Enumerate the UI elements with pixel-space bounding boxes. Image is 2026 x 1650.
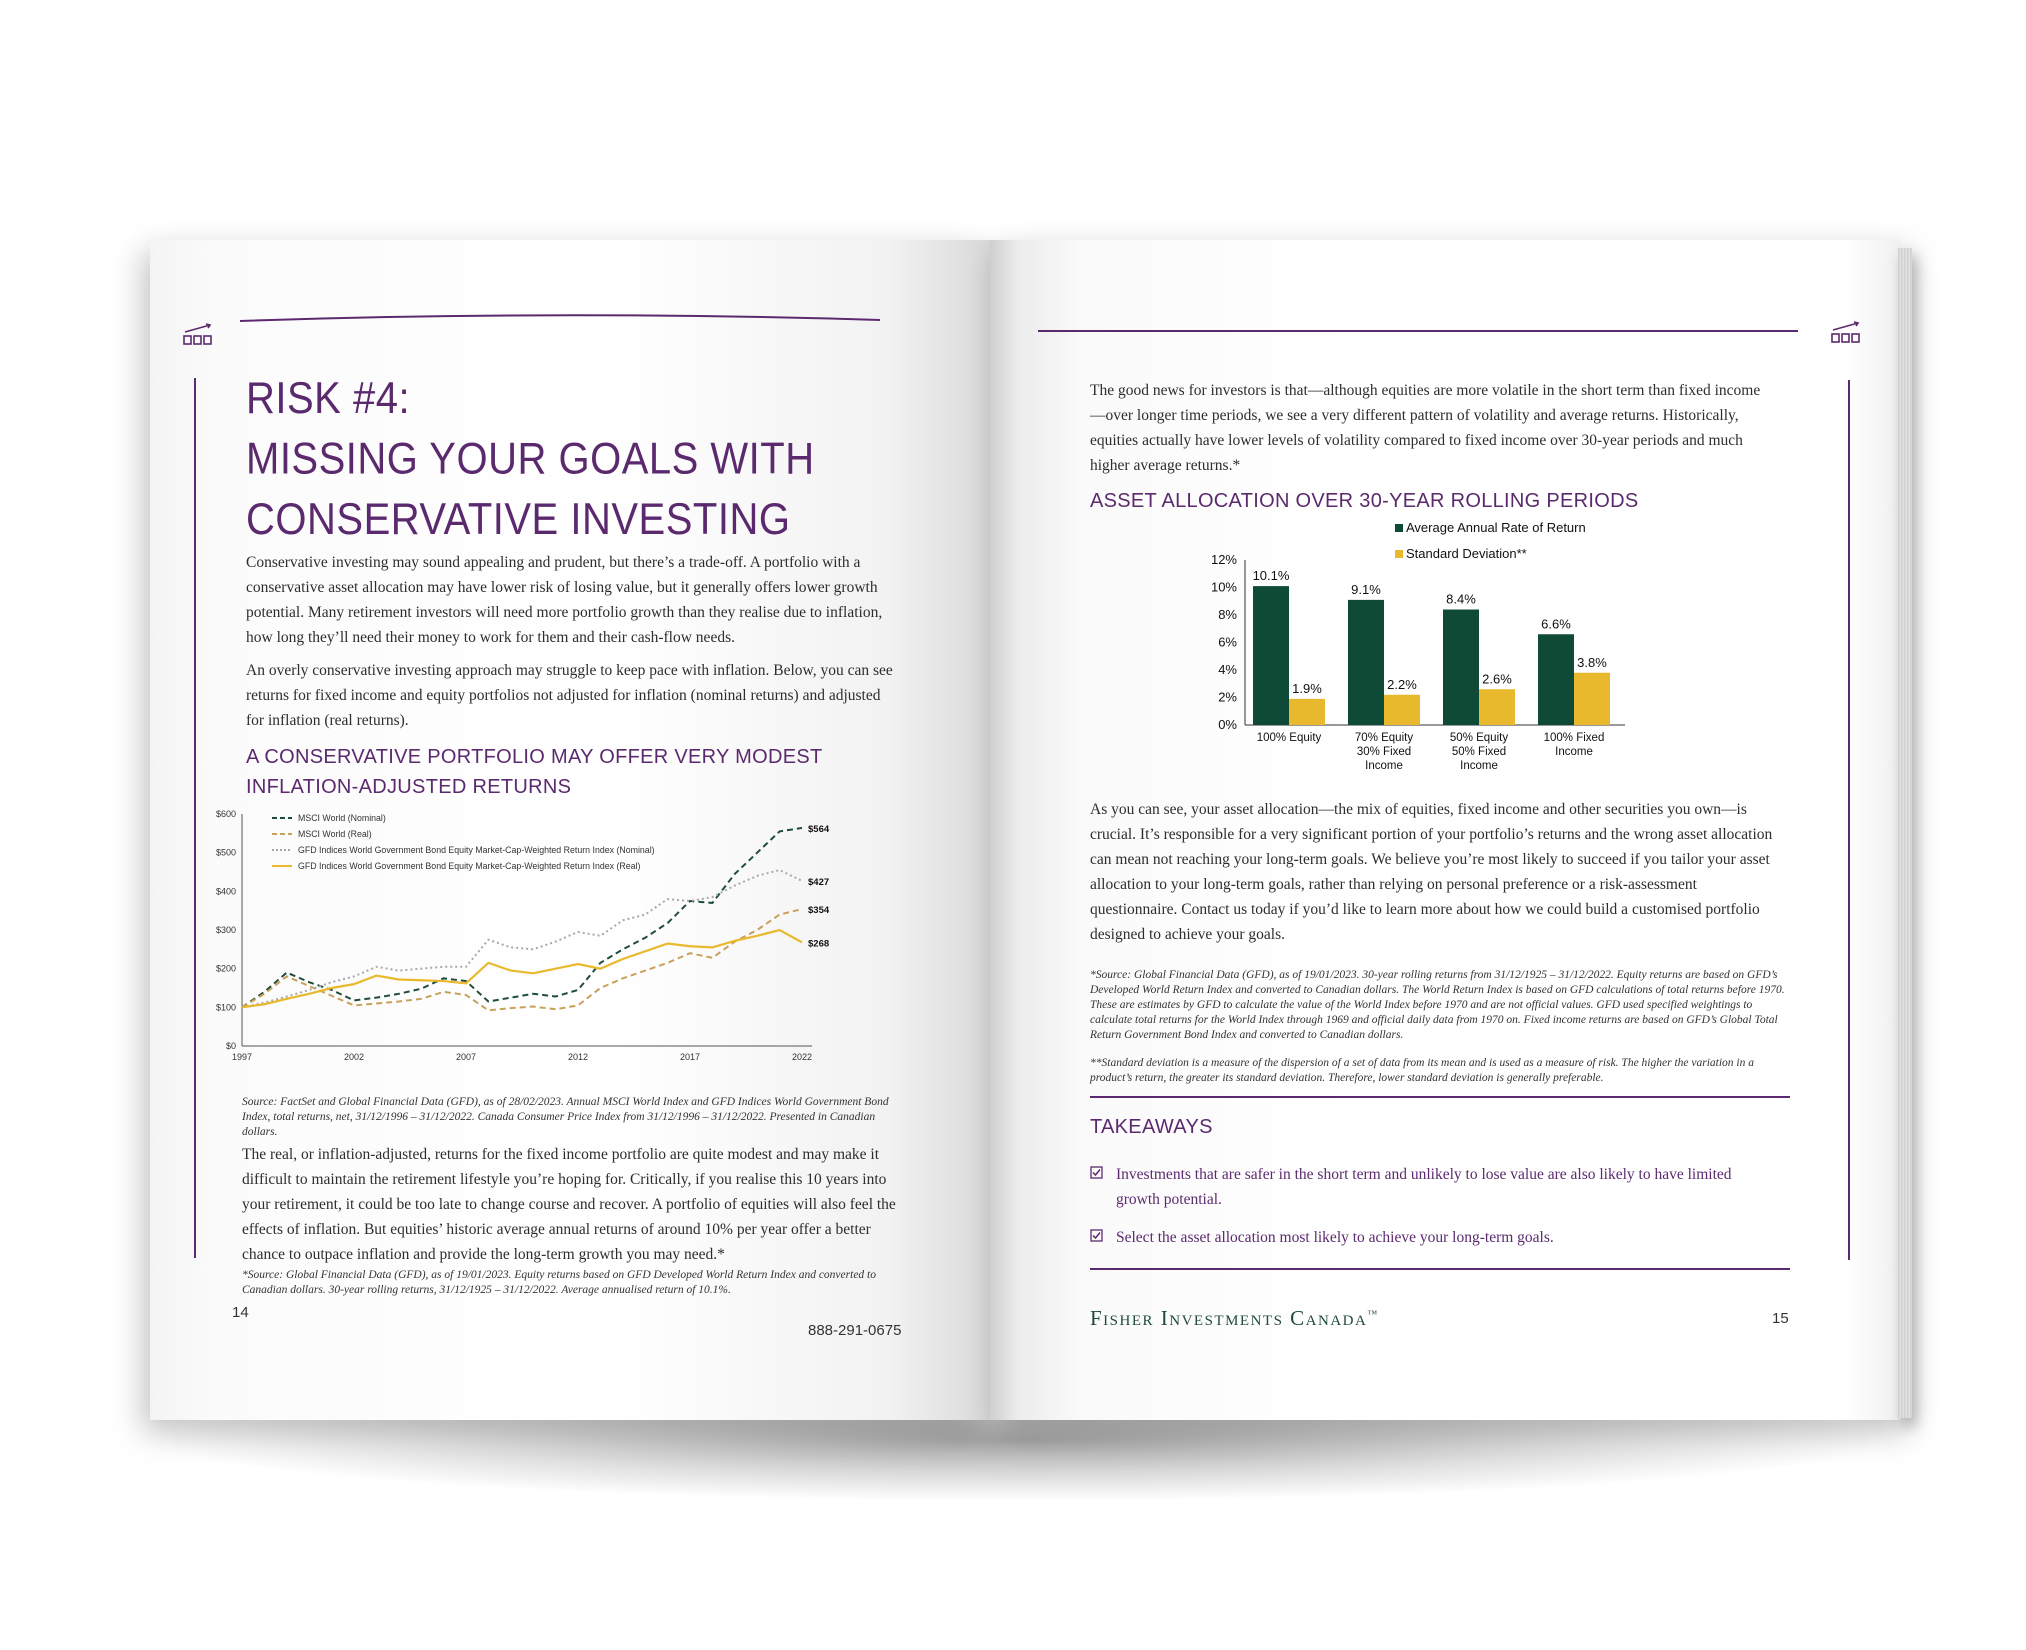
- y-tick-label: 4%: [1218, 662, 1237, 677]
- right-page: [990, 240, 1900, 1420]
- x-tick-label: 1997: [231, 1052, 253, 1062]
- series-line-2: [242, 909, 802, 1010]
- end-value-label: $427: [808, 876, 830, 888]
- brand-logo: [1090, 1306, 1379, 1331]
- checkbox-icon: [1090, 1229, 1103, 1242]
- bar: [1253, 586, 1289, 725]
- checkbox-icon: [1090, 1166, 1103, 1179]
- page-number-right: 15: [1772, 1310, 1789, 1327]
- end-value-label: $268: [808, 938, 830, 950]
- bar: [1538, 634, 1574, 725]
- x-tick-label: 2012: [567, 1052, 589, 1062]
- takeaway-text-2: Select the asset allocation most likely to achieve your long-term goals.: [1116, 1229, 1554, 1246]
- header-rule-right: [1038, 330, 1798, 332]
- legend-label: Average Annual Rate of Return: [1406, 520, 1586, 535]
- bar-chart: [1190, 520, 1710, 780]
- growth-chart-icon: [1830, 320, 1862, 346]
- title-line-1: RISK #4:: [246, 373, 411, 423]
- line-chart-heading: A CONSERVATIVE PORTFOLIO MAY OFFER VERY MODEST INFLATION-ADJUSTED RETURNS: [246, 746, 823, 798]
- phone-number: 888-291-0675: [808, 1322, 902, 1339]
- bar-chart-heading: ASSET ALLOCATION OVER 30-YEAR ROLLING PERIODS: [1090, 490, 1639, 512]
- category-label: 100% Equity: [1256, 732, 1322, 744]
- right-body-paragraph: As you can see, your asset allocation—the mix of equities, fixed income and other securities you own—is crucial. It’s responsible for a very significant portion of your portfolio’s returns and the wrong asset allocation can mean not reaching your long-term goals. We believe you’re most likely to succeed if you tailor your asset allocation to your long-term goals, rather than relying on personal preference or a risk-assessment questionnaire. Contact us today if you’d like to learn more about how we could build a customised portfolio designed to achieve your goals.: [1090, 801, 1773, 943]
- bar-value-label: 9.1%: [1351, 581, 1381, 597]
- takeaway-text-1: Investments that are safer in the short term and unlikely to lose value are also likely to have limited growth potential.: [1116, 1166, 1732, 1208]
- takeaways-heading: TAKEAWAYS: [1090, 1116, 1213, 1138]
- category-label: Income: [1555, 746, 1593, 758]
- legend-swatch: [1395, 550, 1403, 558]
- brand-name: Fisher Investments Canada: [1090, 1306, 1368, 1330]
- legend-label: Standard Deviation**: [1406, 546, 1527, 561]
- takeaways-bottom-rule: [1090, 1268, 1790, 1270]
- category-label: 30% Fixed: [1356, 746, 1412, 758]
- takeaway-item-1: [1090, 1162, 1770, 1214]
- right-footnote-1: *Source: Global Financial Data (GFD), as of 19/01/2023. 30-year rolling returns from 31/12/1925 – 31/12/2022. Equity returns are based on GFD’s Developed World Return Index and converted to Canadian dollars. The World Return Index is based on GFD calculations of total returns before 1970. These are estimates by GFD to calculate the value of the World Index before 1970 and are not official values. GFD used specified weightings to calculate total returns for the World Index through 1969 and official daily data from 1970 on. Fixed income returns are based on GFD’s Global Total Return Government Bond Index and converted to Canadian dollars.: [1090, 969, 1785, 1041]
- legend-label: MSCI World (Nominal): [298, 813, 386, 823]
- bar-value-label: 6.6%: [1541, 616, 1571, 632]
- y-tick-label: $500: [215, 847, 236, 858]
- brand-trademark: ™: [1367, 1309, 1379, 1320]
- x-tick-label: 2022: [791, 1052, 813, 1062]
- y-tick-label: 10%: [1210, 579, 1237, 595]
- title-line-3: CONSERVATIVE INVESTING: [246, 494, 791, 544]
- bar: [1384, 695, 1420, 725]
- category-label: 50% Fixed: [1451, 746, 1507, 758]
- takeaways-top-rule: [1090, 1096, 1790, 1098]
- intro-paragraph-2: An overly conservative investing approach may struggle to keep pace with inflation. Below, you can see returns for fixed income and equity portfolios not adjusted for inflation (nominal returns) and adjusted for inflation (real returns).: [246, 662, 893, 729]
- body-paragraph-3: The real, or inflation-adjusted, returns for the fixed income portfolio are quite modest and may make it difficult to maintain the retirement lifestyle you’re hoping for. Critically, if you realise this 10 years into your retirement, it could be too late to change course and recover. A portfolio of equities will also feel the effects of inflation. But equities’ historic average annual returns of around 10% per year offer a better chance to outpace inflation and provide the long-term growth you may need.*: [242, 1146, 896, 1263]
- y-tick-label: $300: [215, 925, 236, 935]
- right-footnote-2: **Standard deviation is a measure of the dispersion of a set of data from its mean and is used as a measure of risk. The higher the variation in a product’s return, the greater its standard deviation. Therefore, lower standard deviation is generally preferable.: [1090, 1057, 1754, 1084]
- y-tick-label: 6%: [1218, 634, 1237, 650]
- category-label: 70% Equity: [1354, 732, 1414, 744]
- y-tick-label: 0%: [1218, 717, 1237, 732]
- bar: [1348, 600, 1384, 725]
- series-line-3: [242, 870, 802, 1007]
- y-tick-label: 12%: [1210, 552, 1237, 567]
- bar: [1574, 673, 1610, 725]
- y-tick-label: $200: [215, 963, 236, 974]
- legend-label: GFD Indices World Government Bond Equity Market-Cap-Weighted Return Index (Nominal): [298, 845, 655, 855]
- bar-value-label: 1.9%: [1292, 680, 1322, 696]
- legend-label: MSCI World (Real): [298, 829, 372, 839]
- x-tick-label: 2017: [679, 1052, 701, 1062]
- x-tick-label: 2002: [343, 1052, 365, 1062]
- end-value-label: $564: [808, 823, 830, 835]
- page-number-left: 14: [232, 1304, 249, 1321]
- line-chart: [190, 806, 950, 1096]
- legend-label: GFD Indices World Government Bond Equity Market-Cap-Weighted Return Index (Real): [298, 861, 641, 871]
- bar: [1479, 689, 1515, 725]
- page-title: [246, 368, 886, 549]
- y-tick-label: $400: [215, 886, 236, 897]
- bar-value-label: 2.6%: [1482, 671, 1512, 687]
- category-label: Income: [1460, 760, 1498, 772]
- bar-value-label: 10.1%: [1252, 568, 1290, 584]
- right-margin-rule: [1848, 380, 1850, 1260]
- header-rule: [240, 306, 880, 326]
- takeaway-item-2: [1090, 1225, 1770, 1253]
- line-chart-source: Source: FactSet and Global Financial Data (GFD), as of 28/02/2023. Annual MSCI World Index and GFD Indices World Government Bond Index, total returns, net, 31/12/1996 – 31/12/2022. Canada Consumer Price Index from 31/12/1996 – 31/12/2022. Presented in Canadian dollars.: [242, 1096, 889, 1138]
- legend-swatch: [1395, 524, 1403, 532]
- y-tick-label: $600: [215, 809, 236, 819]
- right-intro-paragraph: The good news for investors is that—although equities are more volatile in the short term than fixed income—over longer time periods, we see a very different pattern of volatility and average returns. Historically, equities actually have lower levels of volatility compared to fixed income over 30-year periods and much higher average returns.*: [1090, 382, 1761, 474]
- left-footnote: *Source: Global Financial Data (GFD), as of 19/01/2023. Equity returns based on GFD Developed World Return Index and converted to Canadian dollars. 30-year rolling returns, 31/12/1925 – 31/12/2022. Average annualised return of 10.1%.: [242, 1269, 876, 1296]
- bar: [1289, 699, 1325, 725]
- bar-value-label: 3.8%: [1577, 654, 1607, 670]
- category-label: 50% Equity: [1449, 732, 1509, 744]
- intro-paragraph-1: Conservative investing may sound appealing and prudent, but there’s a trade-off. A portfolio with a conservative asset allocation may have lower risk of losing value, but it generally offers lower growth potential. Many retirement investors will need more portfolio growth than they realise due to inflation, how long they’ll need their money to work for them and their cash-flow needs.: [246, 554, 883, 646]
- bar: [1443, 610, 1479, 726]
- series-line-4: [242, 930, 802, 1007]
- category-label: Income: [1365, 760, 1403, 772]
- bar-value-label: 2.2%: [1387, 676, 1417, 692]
- y-tick-label: 8%: [1218, 607, 1237, 622]
- left-page: [150, 240, 990, 1420]
- y-tick-label: 2%: [1218, 689, 1237, 705]
- x-tick-label: 2007: [455, 1052, 477, 1062]
- page-edge: [1898, 248, 1912, 1418]
- end-value-label: $354: [808, 905, 830, 917]
- y-tick-label: $0: [225, 1041, 236, 1051]
- growth-chart-icon: [182, 322, 214, 348]
- y-tick-label: $100: [215, 1002, 236, 1013]
- category-label: 100% Fixed: [1543, 732, 1605, 744]
- bar-value-label: 8.4%: [1446, 591, 1476, 607]
- title-line-2: MISSING YOUR GOALS WITH: [246, 434, 815, 484]
